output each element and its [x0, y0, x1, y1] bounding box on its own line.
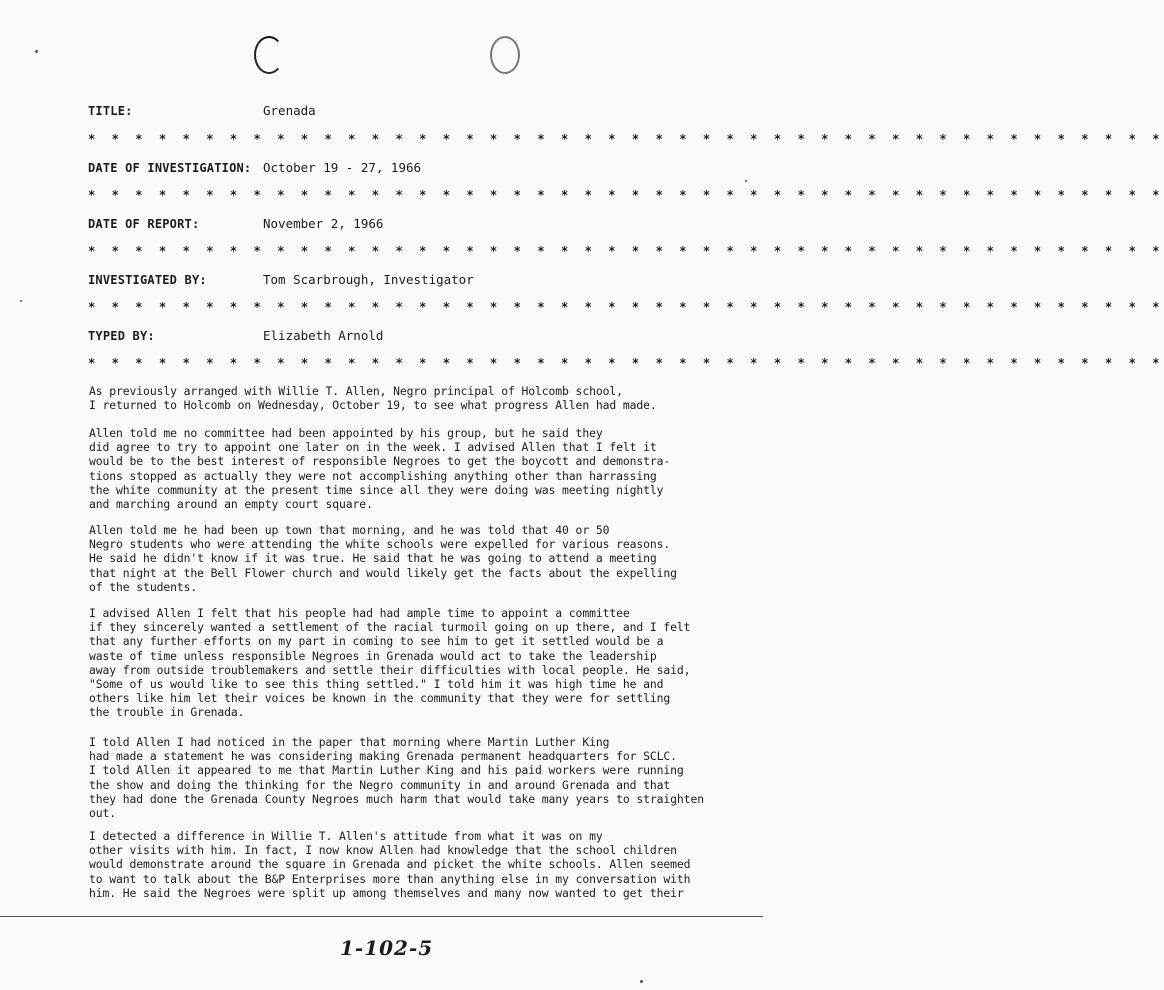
investigated-by-label: INVESTIGATED BY: [88, 273, 207, 287]
title-label: TITLE: [88, 104, 133, 118]
separator: * * * * * * * * * * * * * * * * * * * * * * * * * * * * * * * * * * * * * * * * * * * * * * [88, 300, 1164, 314]
paragraph-5: I told Allen I had noticed in the paper that morning where Martin Luther King had made a statement he was considering making Grenada permanent headquarters for SCLC. I told Allen it appeared to me that Martin Luther King and his paid workers were running the show and doing the thinking for the Negro community in and around Grenada and that they had done the Grenada County Negroes much harm that would take many years to straighten out. [89, 735, 704, 821]
paragraph-1: As previously arranged with Willie T. Allen, Negro principal of Holcomb school, I returned to Holcomb on Wednesday, October 19, to see what progress Allen had made. [89, 384, 657, 413]
punch-hole-left [254, 36, 284, 74]
paragraph-4: I advised Allen I felt that his people had had ample time to appoint a committee if they sincerely wanted a settlement of the racial turmoil going on up there, and I felt that any further efforts on my part in coming to see him to get it settled would be a waste of time unless responsible Negroes in Grenada would act to take the leadership away from outside troublemakers and settle their difficulties with local people. He said, "Some of us would like to see this thing settled." I told him it was high time he and others like him let their voices be known in the community that they were for settling the trouble in Grenada. [89, 606, 691, 720]
scan-speck [745, 180, 747, 182]
date-of-report-value: November 2, 1966 [263, 216, 384, 231]
paragraph-3: Allen told me he had been up town that morning, and he was told that 40 or 50 Negro students who were attending the white schools were expelled for various reasons. He said he didn't know if it was true. He said that he was going to attend a meeting that night at the Bell Flower church and would likely get the facts about the expelling of the students. [89, 523, 677, 594]
typed-by-label: TYPED BY: [88, 329, 155, 343]
title-value: Grenada [263, 103, 316, 118]
punch-hole-right [490, 36, 520, 74]
investigated-by-value: Tom Scarbrough, Investigator [263, 272, 474, 287]
scan-speck [35, 50, 38, 53]
date-of-investigation-label: DATE OF INVESTIGATION: [88, 161, 252, 175]
typed-by-value: Elizabeth Arnold [263, 328, 384, 343]
paragraph-2: Allen told me no committee had been appointed by his group, but he said they did agree to try to appoint one later on in the week. I advised Allen that I felt it would be to the best interest of responsible Negroes to get the boycott and demonstra- tions stopped as actually they were not accomplishing anything other than harrassing the white community at the present time since all they were doing was meeting nightly and marching around an empty court square. [89, 426, 671, 512]
separator: * * * * * * * * * * * * * * * * * * * * * * * * * * * * * * * * * * * * * * * * * * * * * * [88, 244, 1164, 258]
paragraph-6: I detected a difference in Willie T. Allen's attitude from what it was on my other visits with him. In fact, I now know Allen had knowledge that the school children would demonstrate around the square in Grenada and picket the white schools. Allen seemed to want to talk about the B&P Enterprises more than anything else in my conversation with him. He said the Negroes were split up among themselves and many now wanted to get their [89, 829, 691, 900]
footer-divider [0, 916, 763, 917]
separator: * * * * * * * * * * * * * * * * * * * * * * * * * * * * * * * * * * * * * * * * * * * * * * [88, 356, 1164, 370]
separator: * * * * * * * * * * * * * * * * * * * * * * * * * * * * * * * * * * * * * * * * * * * * * * [88, 188, 1164, 202]
page-number: 1-102-5 [340, 936, 434, 960]
scan-speck [640, 980, 643, 983]
date-of-investigation-value: October 19 - 27, 1966 [263, 160, 422, 175]
separator: * * * * * * * * * * * * * * * * * * * * * * * * * * * * * * * * * * * * * * * * * * * * * * [88, 132, 1164, 146]
scan-speck [20, 300, 22, 302]
date-of-report-label: DATE OF REPORT: [88, 217, 200, 231]
